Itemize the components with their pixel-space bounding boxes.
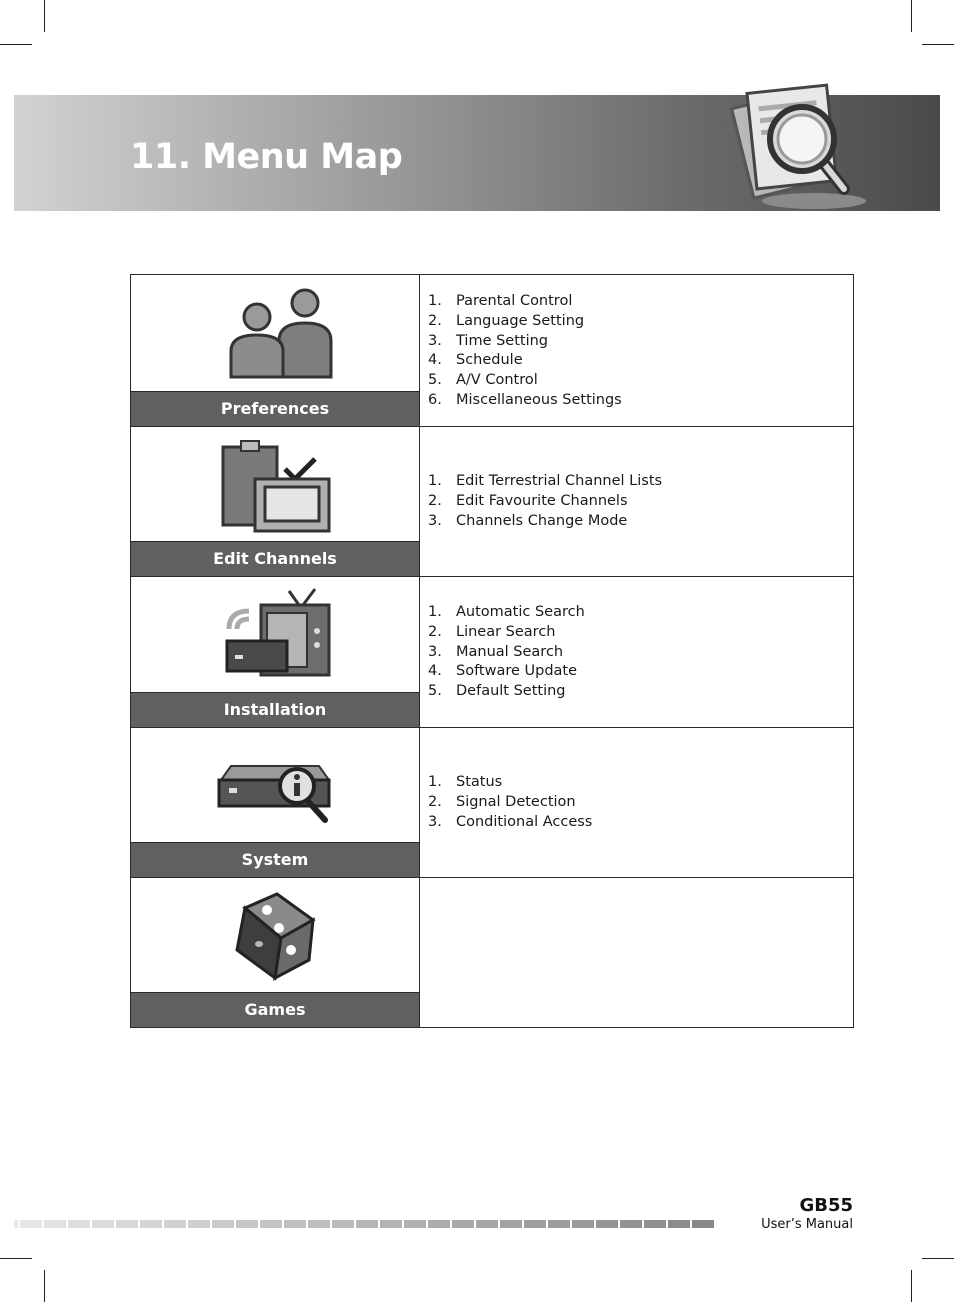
list-item: 3. Conditional Access xyxy=(428,813,593,830)
footer-dot xyxy=(452,1220,474,1228)
footer-dot xyxy=(20,1220,42,1228)
list-item: 5. Default Setting xyxy=(428,683,566,700)
footer-subtitle: User’s Manual xyxy=(761,1217,853,1232)
footer-dot xyxy=(260,1220,282,1228)
menu-label-edit-channels: Edit Channels xyxy=(131,541,419,576)
footer-dot xyxy=(308,1220,330,1228)
menu-items-list xyxy=(428,603,585,702)
list-item: 4. Schedule xyxy=(428,352,523,369)
footer-brand: GB55 xyxy=(799,1195,853,1216)
crop-mark xyxy=(44,1270,45,1302)
installation-icon xyxy=(215,585,335,685)
magnifier-documents-icon xyxy=(714,77,874,212)
footer-dot xyxy=(212,1220,234,1228)
footer-dot xyxy=(332,1220,354,1228)
footer-dot xyxy=(476,1220,498,1228)
list-item: 2. Language Setting xyxy=(428,312,585,329)
footer-dot xyxy=(14,1220,18,1228)
list-item: 5. A/V Control xyxy=(428,372,538,389)
system-info-icon xyxy=(215,736,335,836)
menu-row-games xyxy=(131,877,853,1027)
footer-dot xyxy=(380,1220,402,1228)
footer-dot xyxy=(692,1220,714,1228)
footer-dot xyxy=(140,1220,162,1228)
list-item: 2. Edit Favourite Channels xyxy=(428,492,628,509)
edit-channels-icon xyxy=(215,435,335,535)
footer-dot xyxy=(596,1220,618,1228)
icon-cell xyxy=(131,878,420,1027)
icon-cell xyxy=(131,275,420,426)
footer-dot xyxy=(644,1220,666,1228)
list-item: 2. Signal Detection xyxy=(428,793,576,810)
footer-dot xyxy=(668,1220,690,1228)
menu-map-table xyxy=(130,274,854,1028)
footer-dot xyxy=(428,1220,450,1228)
footer-dot xyxy=(524,1220,546,1228)
footer-dot xyxy=(284,1220,306,1228)
crop-mark xyxy=(44,0,45,32)
page-title: 11. Menu Map xyxy=(130,137,403,177)
menu-row-installation xyxy=(131,576,853,727)
footer-dot xyxy=(404,1220,426,1228)
footer-dot xyxy=(572,1220,594,1228)
footer-progress-dots xyxy=(14,1220,716,1228)
footer-dot xyxy=(356,1220,378,1228)
list-item: 1. Automatic Search xyxy=(428,604,585,620)
crop-mark xyxy=(0,1258,32,1259)
menu-items-list xyxy=(428,472,662,531)
footer-dot xyxy=(92,1220,114,1228)
crop-mark xyxy=(0,44,32,45)
footer-dot xyxy=(68,1220,90,1228)
dice-icon xyxy=(215,886,335,986)
crop-mark xyxy=(922,44,954,45)
menu-items-list xyxy=(428,773,592,832)
menu-row-preferences xyxy=(131,275,853,426)
footer-dot xyxy=(620,1220,642,1228)
footer-dot xyxy=(44,1220,66,1228)
icon-cell xyxy=(131,577,420,727)
menu-row-edit-channels xyxy=(131,426,853,576)
footer-dot xyxy=(188,1220,210,1228)
list-item: 3. Time Setting xyxy=(428,332,549,349)
list-item: 1. Parental Control xyxy=(428,293,573,309)
crop-mark xyxy=(911,1270,912,1302)
list-item: 3. Channels Change Mode xyxy=(428,512,628,529)
menu-label-system: System xyxy=(131,842,419,877)
crop-mark xyxy=(922,1258,954,1259)
menu-items-list xyxy=(428,292,622,411)
crop-mark xyxy=(911,0,912,32)
footer-dot xyxy=(164,1220,186,1228)
list-item: 4. Software Update xyxy=(428,663,578,680)
list-item: 6. Miscellaneous Settings xyxy=(428,391,622,408)
menu-label-preferences: Preferences xyxy=(131,391,419,426)
menu-row-system xyxy=(131,727,853,877)
users-icon xyxy=(215,283,335,383)
footer-dot xyxy=(548,1220,570,1228)
menu-label-installation: Installation xyxy=(131,692,419,727)
footer-dot xyxy=(236,1220,258,1228)
list-item: 2. Linear Search xyxy=(428,623,556,640)
list-item: 1. Edit Terrestrial Channel Lists xyxy=(428,473,663,489)
footer-dot xyxy=(116,1220,138,1228)
footer-dot xyxy=(500,1220,522,1228)
icon-cell xyxy=(131,728,420,877)
list-item: 3. Manual Search xyxy=(428,643,564,660)
list-item: 1. Status xyxy=(428,774,503,790)
icon-cell xyxy=(131,427,420,576)
page-header-banner xyxy=(14,95,940,211)
menu-label-games: Games xyxy=(131,992,419,1027)
